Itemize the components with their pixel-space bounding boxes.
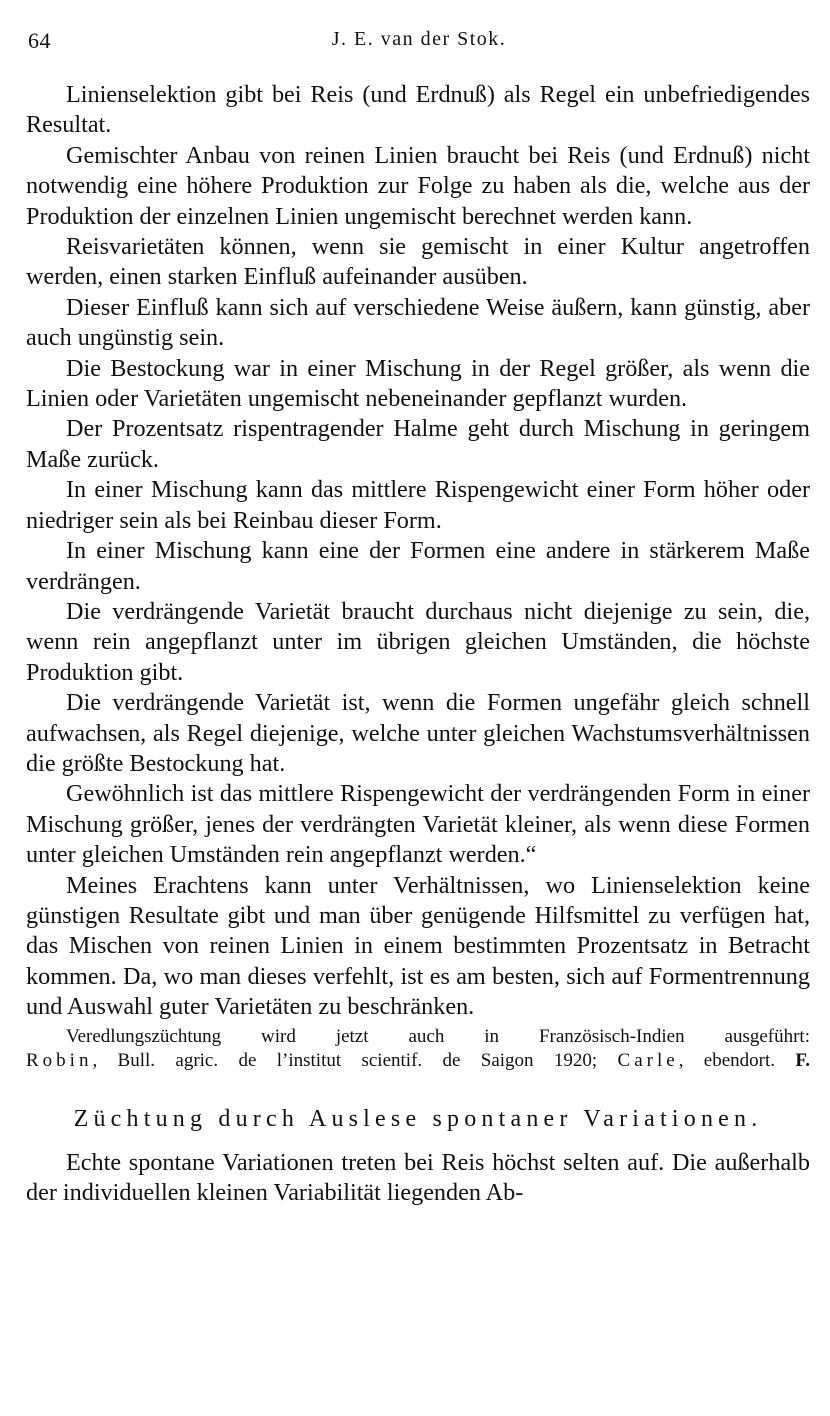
body-text [26,80,810,1209]
paragraph-2: Gemischter Anbau von reinen Linien braucht bei Reis (und Erdnuß) nicht notwendig eine höhere Produktion zur Folge zu haben als die, welche aus der Produktion der einzelnen Linien ungemischt berechnet werden kann. [26,141,810,230]
paragraph-9: Die verdrängende Varietät braucht durchaus nicht diejenige zu sein, die, wenn rein angepflanzt unter im übrigen gleichen Umständen, die höchste Produktion gibt. [26,597,810,686]
paragraph-10: Die verdrängende Varietät ist, wenn die Formen ungefähr gleich schnell aufwachsen, als Regel diejenige, welche unter gleichen Wachstumsverhältnissen die größte Bestockung hat. [26,689,810,777]
footnote-author-robin: Robin [26,1050,93,1072]
page-number: 64 [28,28,51,53]
section-heading: Züchtung durch Auslese spontaner Variationen. [73,1105,763,1132]
footnote-line-2 [26,1049,810,1074]
footnote-ref-2: , ebendort. [678,1050,796,1072]
paragraph-11: Gewöhnlich ist das mittlere Rispengewicht der verdrängenden Form in einer Mischung größer, jenes der verdrängten Varietät kleiner, als wenn diese Formen unter gleichen Umständen rein angepflanzt werden.“ [26,780,810,869]
section-paragraph: Echte spontane Variationen treten bei Reis höchst selten auf. Die außerhalb der individuellen kleinen Variabilität liegenden Ab- [26,1149,810,1207]
running-head: J. E. van der Stok. [331,28,507,50]
paragraph-4: Dieser Einfluß kann sich auf verschiedene Weise äußern, kann günstig, aber auch ungünstig sein. [26,293,810,352]
paragraph-1: Linienselektion gibt bei Reis (und Erdnuß) als Regel ein unbefriedigendes Resultat. [26,81,810,139]
footnote [26,1025,810,1074]
footnote-author-carle: Carle [617,1050,679,1072]
paragraph-7: In einer Mischung kann das mittlere Rispengewicht einer Form höher oder niedriger sein als bei Reinbau dieser Form. [26,476,810,534]
paragraph-12: Meines Erachtens kann unter Verhältnissen, wo Linienselektion keine günstigen Resultate gibt und man über genügende Hilfsmittel zu verfügen hat, das Mischen von reinen Linien in einem bestimmten Prozentsatz in Betracht kommen. Da, wo man dieses verfehlt, ist es am besten, sich auf Formentrennung und Auswahl guter Varietäten zu beschränken. [26,871,810,1021]
paragraph-6: Der Prozentsatz rispentragender Halme geht durch Mischung in geringem Maße zurück. [26,415,810,473]
paragraph-3: Reisvarietäten können, wenn sie gemischt in einer Kultur angetroffen werden, einen starken Einfluß aufeinander ausüben. [26,233,810,291]
footnote-line-1: Veredlungszüchtung wird jetzt auch in Französisch-Indien ausgeführt: [66,1025,810,1047]
footnote-signature: F. [795,1050,810,1072]
paragraph-8: In einer Mischung kann eine der Formen eine andere in stärkerem Maße verdrängen. [26,537,810,595]
section-text [26,1148,810,1209]
paragraph-5: Die Bestockung war in einer Mischung in der Regel größer, als wenn die Linien oder Varietäten ungemischt nebeneinander gepflanzt wurden. [26,354,810,413]
page-header [28,28,810,58]
footnote-ref-1: , Bull. agric. de l’institut scientif. de Saigon 1920; [92,1050,618,1072]
